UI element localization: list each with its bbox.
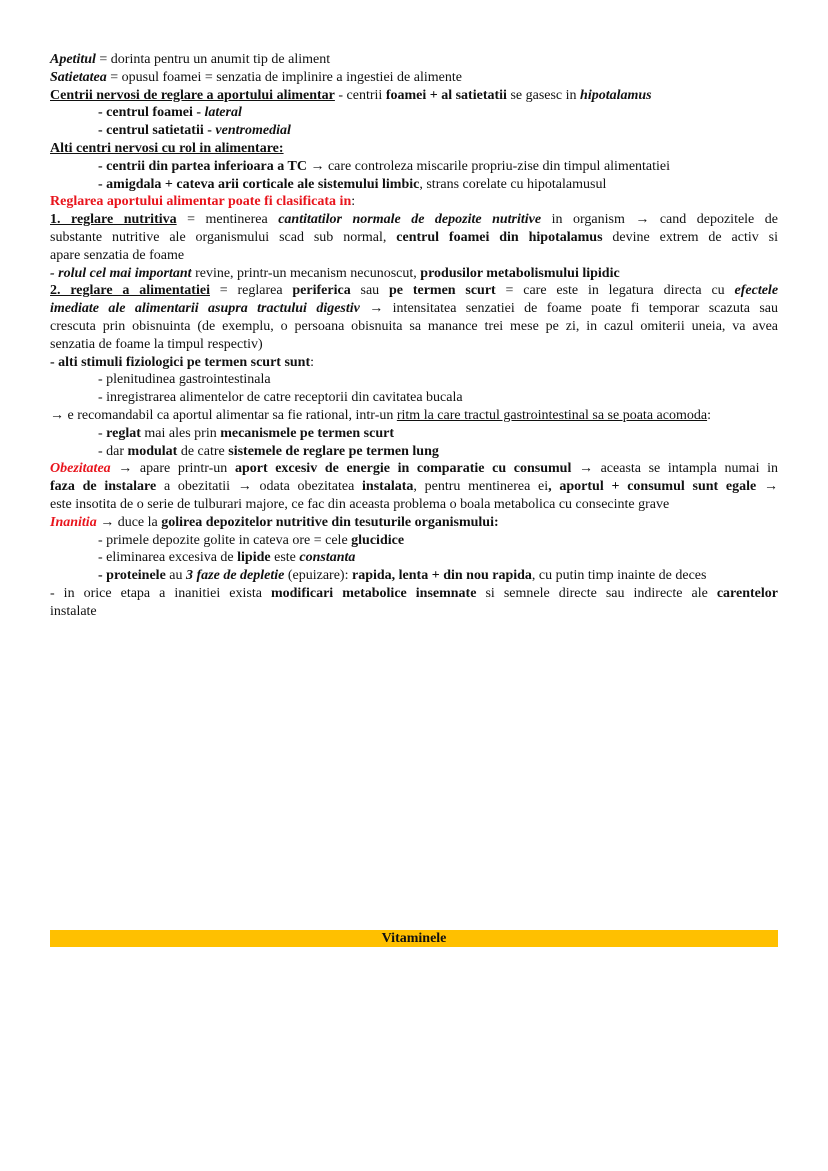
text-run: - — [98, 425, 107, 441]
text-run: Centrii nervosi de reglare a aportului alimentar — [50, 87, 335, 103]
text-line — [50, 443, 778, 461]
text-run: , strans corelate cu hipotalamusul — [419, 176, 607, 192]
text-run: ventromedial — [215, 123, 291, 139]
text-run: faza de instalare — [50, 479, 157, 495]
section-header-vitaminele — [50, 930, 778, 947]
text-line — [50, 122, 778, 140]
text-line — [50, 229, 778, 247]
text-run: senzatia de foame la timpul respectiv) — [50, 336, 263, 352]
text-run: a obezitatii → odata obezitatea — [156, 479, 363, 495]
text-run: si semnele directe sau indirecte ale — [476, 585, 717, 601]
text-run: devine extrem de activ si — [602, 229, 778, 245]
text-run: modificari metabolice insemnate — [270, 585, 477, 601]
text-run: , cu putin timp inainte de deces — [531, 568, 707, 584]
text-run: au — [165, 568, 186, 584]
text-run: Apetitul — [50, 52, 96, 67]
text-run: - eliminarea excesiva de — [98, 550, 238, 566]
text-run: golirea depozitelor nutritive din tesuturile organismului: — [161, 514, 499, 530]
text-run: foamei + al satietatii — [385, 87, 507, 103]
text-run: lipide — [237, 550, 271, 566]
text-line — [50, 140, 778, 158]
text-run: , aportul + consumul sunt egale — [548, 479, 757, 495]
text-line — [50, 425, 778, 443]
text-run: - inregistrarea alimentelor de catre receptorii din cavitatea bucala — [98, 390, 463, 406]
text-line — [50, 549, 778, 567]
text-line — [50, 69, 778, 87]
text-line — [50, 585, 778, 603]
text-run: , pentru mentinerea ei — [413, 479, 549, 495]
text-line — [50, 265, 778, 283]
text-run: - plenitudinea gastrointestinala — [98, 372, 271, 388]
text-line — [50, 514, 778, 532]
text-run: → apare printr-un — [110, 461, 235, 477]
text-run: → aceasta se intampla numai in — [571, 461, 778, 477]
text-run: efectele — [734, 283, 779, 299]
text-line — [50, 211, 778, 229]
text-run: revine, printr-un mecanism necunoscut, — [191, 265, 421, 281]
text-line — [50, 603, 778, 621]
text-run: este — [270, 550, 300, 566]
text-run: 1. reglare nutritiva — [50, 212, 177, 228]
text-run: instalata — [362, 479, 414, 495]
text-run: - in orice etapa a inanitiei exista — [50, 585, 271, 601]
text-run: = dorinta pentru un anumit tip de aliment — [95, 52, 331, 67]
text-run: se gasesc in — [506, 87, 581, 103]
text-run: centrul foamei din hipotalamus — [396, 229, 603, 245]
text-run: → duce la — [96, 514, 162, 530]
text-run: = mentinerea — [176, 212, 279, 228]
text-run: = opusul foamei = senzatia de implinire a ingestiei de alimente — [106, 69, 462, 85]
text-run: Alti centri nervosi cu rol in alimentare: — [50, 140, 284, 156]
text-run: carentelor — [716, 585, 778, 601]
text-run: crescuta prin obisnuinta (de exemplu, o persoana obisnuita sa manance trei mese pe zi, in cazul omiterii uneia, va avea — [50, 318, 778, 334]
text-run: glucidice — [351, 532, 405, 548]
text-line — [50, 193, 778, 211]
text-run: apare senzatia de foame — [50, 247, 185, 263]
text-line — [50, 247, 778, 265]
text-run: sau — [350, 283, 389, 299]
text-run: - amigdala + cateva arii corticale ale sistemului limbic — [98, 176, 420, 192]
text-run: - centrii — [334, 87, 386, 103]
text-run: periferica — [292, 283, 351, 299]
text-run: rapida, lenta + din nou rapida — [351, 568, 532, 584]
text-run: reglat — [106, 425, 141, 441]
text-run: Satietatea — [50, 69, 107, 85]
text-run: (epuizare): — [284, 568, 352, 584]
text-run: = reglarea — [209, 283, 293, 299]
text-run: - primele depozite golite in cateva ore = cele — [98, 532, 352, 548]
text-run: - centrul satietatii - — [98, 123, 216, 139]
text-line — [50, 300, 778, 318]
text-run: = care este in legatura directa cu — [495, 283, 735, 299]
text-run: ritm la care tractul gastrointestinal sa se poata acomoda — [396, 407, 708, 423]
text-run: : — [310, 354, 315, 370]
text-run: mai ales prin — [140, 425, 221, 441]
text-run: este insotita de o serie de tulburari majore, ce fac din aceasta problema o boala metabolica cu consecinte grave — [50, 496, 670, 512]
text-line — [50, 282, 778, 300]
text-run: → — [756, 479, 779, 495]
text-run: pe termen scurt — [389, 283, 496, 299]
text-line — [50, 532, 778, 550]
text-line — [50, 176, 778, 194]
text-run: modulat — [127, 443, 178, 459]
text-line — [50, 354, 778, 372]
text-run: 3 faze de depletie — [186, 568, 285, 584]
text-run: imediate ale alimentarii asupra tractului digestiv — [50, 301, 360, 317]
text-run: constanta — [299, 550, 356, 566]
text-run: mecanismele pe termen scurt — [220, 425, 394, 441]
text-run: : — [707, 407, 711, 423]
text-run: Inanitia — [50, 514, 97, 530]
text-run: produsilor metabolismului lipidic — [420, 265, 620, 281]
text-line — [50, 496, 778, 514]
text-run: - proteinele — [98, 568, 166, 584]
text-run: → care controleza miscarile propriu-zise din timpul alimentatiei — [306, 158, 671, 174]
text-line — [50, 478, 778, 496]
text-line — [50, 371, 778, 389]
text-run: - rolul cel mai important — [50, 265, 192, 281]
section-title: Vitaminele — [381, 931, 447, 946]
text-run: - alti stimuli fiziologici pe termen scurt sunt — [50, 354, 311, 370]
text-run: sistemele de reglare pe termen lung — [228, 443, 439, 459]
text-run: : — [351, 194, 356, 210]
text-run: substante nutritive ale organismului scad sub normal, — [50, 229, 397, 245]
text-run: instalate — [50, 603, 97, 619]
text-run: - centrul foamei - — [98, 105, 205, 121]
text-line — [50, 460, 778, 478]
text-line — [50, 87, 778, 105]
text-line — [50, 336, 778, 354]
text-run: → e recomandabil ca aportul alimentar sa fie rational, intr-un — [50, 407, 397, 423]
text-run: cantitatilor normale de depozite nutritive — [278, 212, 542, 228]
text-run: 2. reglare a alimentatiei — [50, 283, 210, 299]
text-run: aport excesiv de energie in comparatie cu consumul — [234, 461, 572, 477]
text-line — [50, 51, 778, 69]
text-line — [50, 158, 778, 176]
text-run: hipotalamus — [580, 87, 652, 103]
text-line — [50, 318, 778, 336]
text-run: de catre — [177, 443, 229, 459]
text-line — [50, 104, 778, 122]
text-line — [50, 407, 778, 425]
text-line — [50, 389, 778, 407]
text-line — [50, 567, 778, 585]
text-run: Reglarea aportului alimentar poate fi clasificata in — [50, 194, 352, 210]
text-run: in organism → cand depozitele de — [541, 212, 778, 228]
text-run: lateral — [204, 105, 242, 121]
document-body — [50, 51, 778, 621]
text-run: - centrii din partea inferioara a TC — [98, 158, 307, 174]
text-run: - dar — [98, 443, 128, 459]
text-run: Obezitatea — [50, 461, 111, 477]
text-run: → intensitatea senzatiei de foame poate fi temporar scazuta sau — [359, 301, 778, 317]
